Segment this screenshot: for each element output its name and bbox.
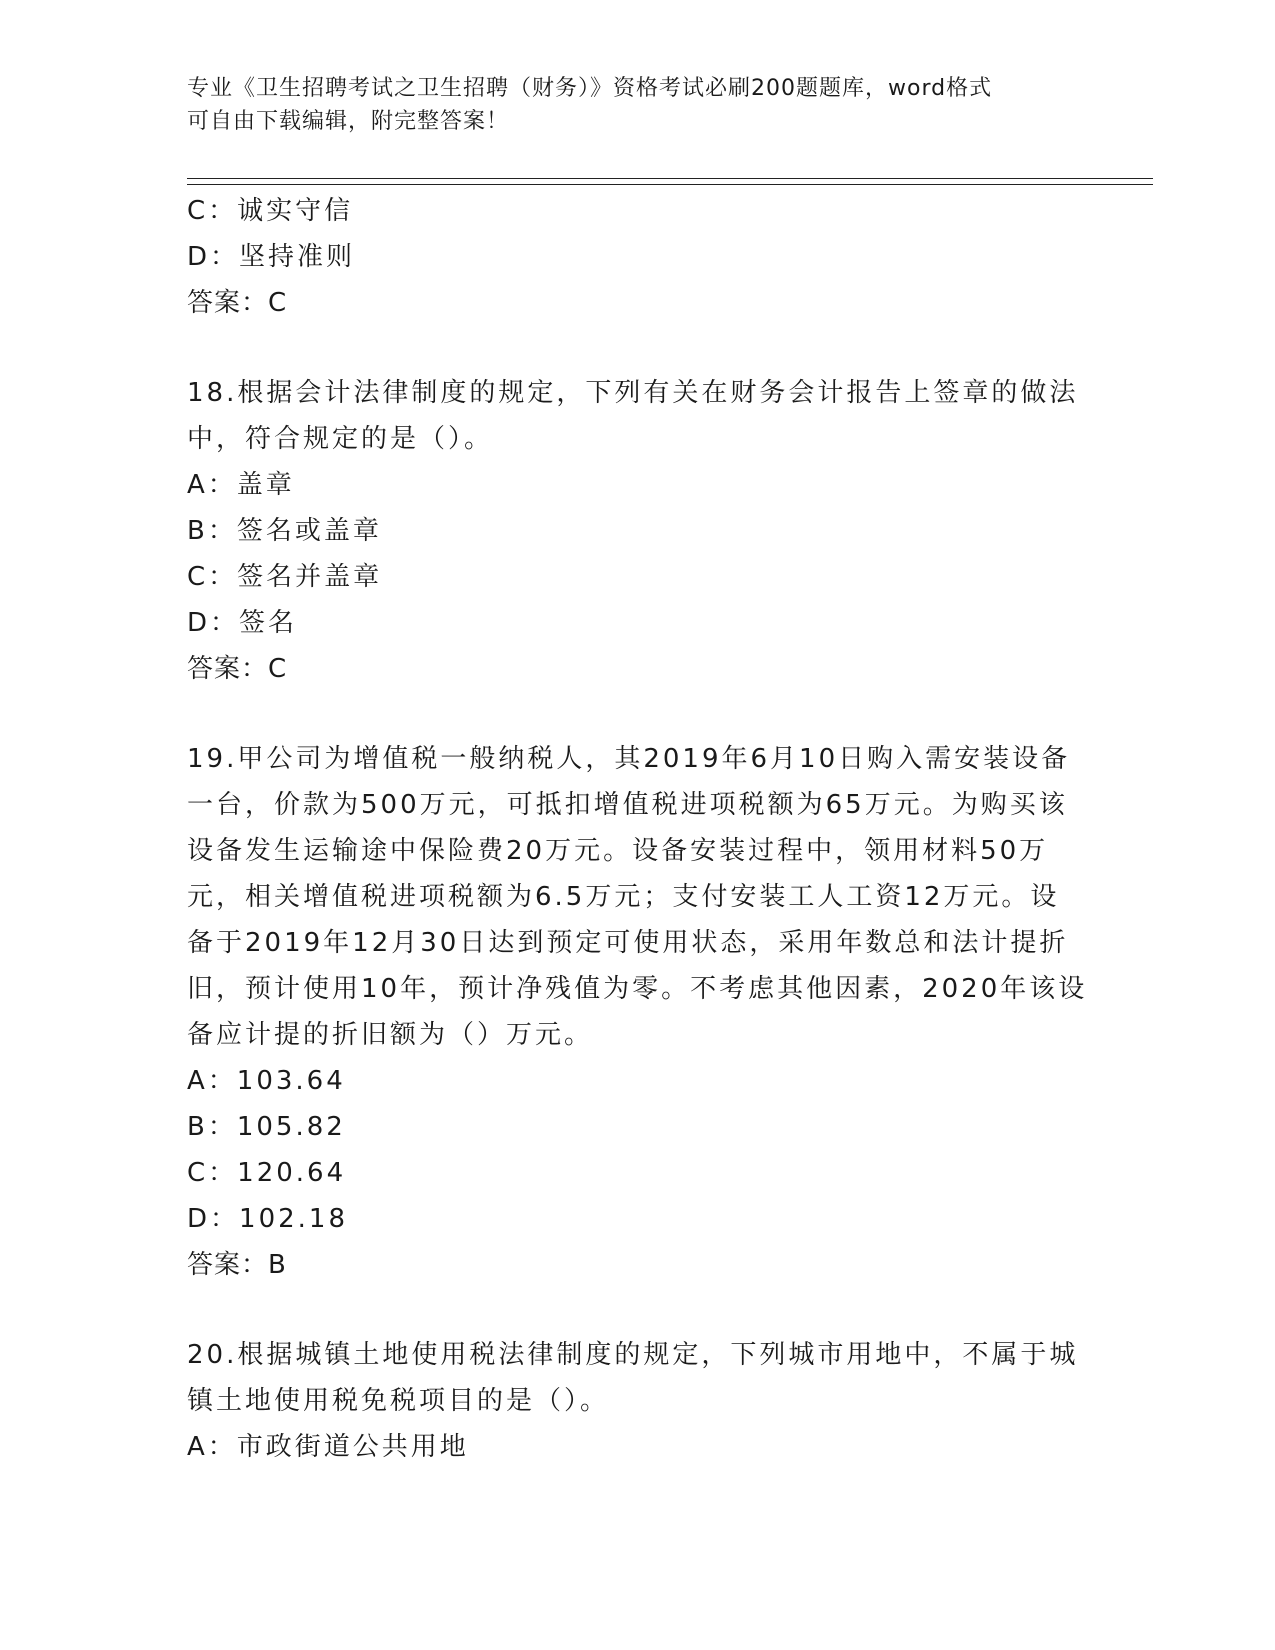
header-divider-bottom — [187, 184, 1153, 185]
question-stem-line: 元，相关增值税进项税额为6.5万元；支付安装工人工资12万元。设 — [187, 882, 1060, 912]
answer: 答案：C — [187, 288, 288, 318]
option-d: D：签名 — [187, 608, 298, 638]
header-line-1: 专业《卫生招聘考试之卫生招聘（财务）》资格考试必刷200题题库，word格式 — [187, 76, 993, 101]
option-b: B：105.82 — [187, 1112, 346, 1142]
question-stem-line: 镇土地使用税免税项目的是（）。 — [187, 1386, 610, 1416]
question-stem-line: 备应计提的折旧额为（）万元。 — [187, 1020, 594, 1050]
header-divider-top — [187, 178, 1153, 179]
option-c: C：签名并盖章 — [187, 562, 383, 592]
document-header — [187, 72, 1087, 138]
question-19 — [187, 736, 1087, 1288]
header-line-2: 可自由下载编辑，附完整答案！ — [187, 109, 510, 134]
option-d: D：坚持准则 — [187, 242, 356, 272]
option-c: C：诚实守信 — [187, 196, 354, 226]
question-stem-line: 19.甲公司为增值税一般纳税人，其2019年6月10日购入需安装设备 — [187, 744, 1071, 774]
question-20 — [187, 1332, 1087, 1470]
spacer — [187, 692, 1087, 736]
question-18 — [187, 370, 1087, 692]
question-17 — [187, 188, 1087, 326]
question-stem-line: 备于2019年12月30日达到预定可使用状态，采用年数总和法计提折 — [187, 928, 1069, 958]
option-a: A：盖章 — [187, 470, 295, 500]
spacer — [187, 326, 1087, 370]
question-stem-line: 20.根据城镇土地使用税法律制度的规定，下列城市用地中，不属于城 — [187, 1340, 1079, 1370]
answer: 答案：B — [187, 1250, 287, 1280]
document-body — [187, 188, 1087, 1470]
question-stem-line: 中，符合规定的是（）。 — [187, 424, 494, 454]
option-a: A：市政街道公共用地 — [187, 1432, 469, 1462]
question-stem-line: 一台，价款为500万元，可抵扣增值税进项税额为65万元。为购买该 — [187, 790, 1068, 820]
option-a: A：103.64 — [187, 1066, 346, 1096]
question-stem-line: 旧，预计使用10年，预计净残值为零。不考虑其他因素，2020年该设 — [187, 974, 1088, 1004]
spacer — [187, 1288, 1087, 1332]
question-stem — [187, 736, 1087, 1058]
question-stem-line: 18.根据会计法律制度的规定，下列有关在财务会计报告上签章的做法 — [187, 378, 1079, 408]
option-d: D：102.18 — [187, 1204, 348, 1234]
option-b: B：签名或盖章 — [187, 516, 382, 546]
option-c: C：120.64 — [187, 1158, 347, 1188]
answer: 答案：C — [187, 654, 288, 684]
question-stem-line: 设备发生运输途中保险费20万元。设备安装过程中，领用材料50万 — [187, 836, 1049, 866]
